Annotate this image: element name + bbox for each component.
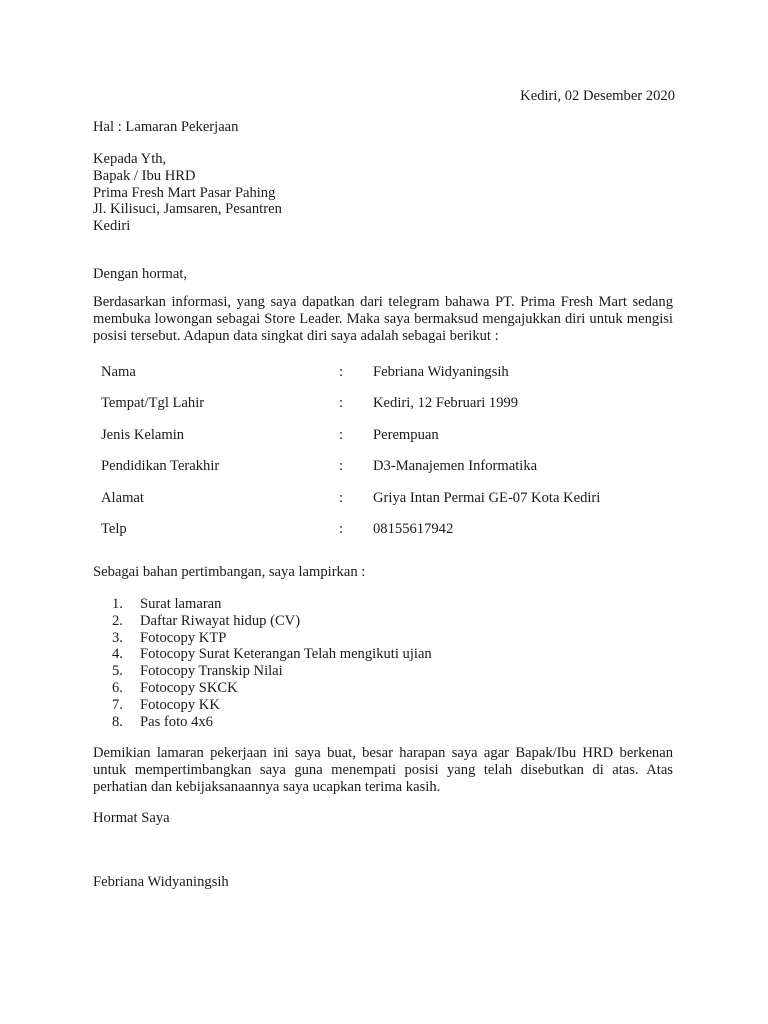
list-item xyxy=(112,596,432,613)
list-text: Fotocopy Transkip Nilai xyxy=(140,663,283,680)
list-number: 3. xyxy=(112,629,123,646)
data-label: Jenis Kelamin xyxy=(101,426,185,443)
data-label: Pendidikan Terakhir xyxy=(101,458,220,475)
closing-paragraph: Demikian lamaran pekerjaan ini saya buat, besar harapan saya agar Bapak/Ibu HRD berkenan untuk mempertimbangkan saya guna menempati posisi yang telah disebutkan di atas. Atas perhatian dan kebijaksanaannya saya ucapkan terima kasih. xyxy=(93,745,673,795)
list-number: 5. xyxy=(112,663,123,680)
list-item xyxy=(112,613,432,630)
data-value: Griya Intan Permai GE-07 Kota Kediri xyxy=(373,489,601,506)
recipient-line: Kediri xyxy=(93,218,131,235)
data-value: 08155617942 xyxy=(373,520,454,537)
list-number: 7. xyxy=(112,696,123,713)
list-text: Fotocopy KK xyxy=(140,696,220,713)
list-text: Surat lamaran xyxy=(140,596,222,612)
personal-data-row xyxy=(101,521,661,552)
list-text: Fotocopy Surat Keterangan Telah mengikuti ujian xyxy=(140,646,432,663)
list-item xyxy=(112,697,432,714)
list-text: Daftar Riwayat hidup (CV) xyxy=(140,612,301,629)
personal-data-row xyxy=(101,395,661,426)
list-text: Fotocopy KTP xyxy=(140,629,227,646)
data-value: Febriana Widyaningsih xyxy=(373,364,509,380)
closing-salutation: Hormat Saya xyxy=(93,810,170,826)
list-number: 1. xyxy=(112,596,123,612)
data-value: D3-Manajemen Informatika xyxy=(373,458,538,475)
data-colon: : xyxy=(339,426,344,443)
data-label: Alamat xyxy=(101,489,144,506)
list-item xyxy=(112,714,432,731)
recipient-block xyxy=(93,151,282,235)
data-colon: : xyxy=(339,458,344,475)
list-number: 8. xyxy=(112,713,123,730)
data-value: Perempuan xyxy=(373,426,439,443)
personal-data-row xyxy=(101,458,661,489)
list-text: Pas foto 4x6 xyxy=(140,713,213,730)
signer-name: Febriana Widyaningsih xyxy=(93,874,229,890)
attachments-list xyxy=(112,596,432,730)
attachments-intro: Sebagai bahan pertimbangan, saya lampirkan : xyxy=(93,564,366,580)
recipient-line: Jl. Kilisuci, Jamsaren, Pesantren xyxy=(93,201,282,218)
intro-paragraph: Berdasarkan informasi, yang saya dapatkan dari telegram bahawa PT. Prima Fresh Mart sedang membuka lowongan sebagai Store Leader. Maka saya bermaksud mengajukkan diri untuk mengisi posisi tersebut. Adapun data singkat diri saya adalah sebagai berikut : xyxy=(93,294,673,344)
data-colon: : xyxy=(339,489,344,506)
letter-date: Kediri, 02 Desember 2020 xyxy=(520,88,675,104)
list-item xyxy=(112,630,432,647)
data-colon: : xyxy=(339,364,344,380)
data-label: Tempat/Tgl Lahir xyxy=(101,395,205,412)
data-value: Kediri, 12 Februari 1999 xyxy=(373,395,519,412)
list-number: 6. xyxy=(112,679,123,696)
data-colon: : xyxy=(339,395,344,412)
list-number: 4. xyxy=(112,646,123,663)
letter-subject: Hal : Lamaran Pekerjaan xyxy=(93,119,239,135)
personal-data-row xyxy=(101,490,661,521)
list-item xyxy=(112,663,432,680)
list-item xyxy=(112,646,432,663)
personal-data-row xyxy=(101,427,661,458)
data-label: Nama xyxy=(101,364,136,380)
list-number: 2. xyxy=(112,612,123,629)
recipient-line: Prima Fresh Mart Pasar Pahing xyxy=(93,184,276,201)
personal-data-table xyxy=(101,364,661,552)
list-item xyxy=(112,680,432,697)
recipient-line: Kepada Yth, xyxy=(93,151,167,167)
greeting: Dengan hormat, xyxy=(93,266,188,282)
data-colon: : xyxy=(339,520,344,537)
recipient-line: Bapak / Ibu HRD xyxy=(93,167,196,184)
personal-data-row xyxy=(101,364,661,395)
data-label: Telp xyxy=(101,520,127,537)
list-text: Fotocopy SKCK xyxy=(140,679,238,696)
